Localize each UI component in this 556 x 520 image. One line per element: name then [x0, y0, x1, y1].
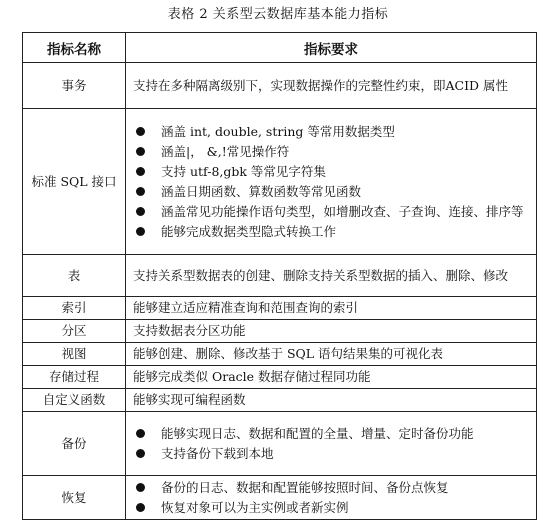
bullet-dot	[136, 227, 145, 236]
capability-table	[22, 32, 537, 520]
row-name-index: 索引	[23, 297, 126, 320]
row-req-stored-procedure: 能够完成类似 Oracle 数据存储过程同功能	[126, 366, 537, 389]
table-row	[23, 109, 537, 255]
row-req-sql-interface	[126, 109, 537, 255]
table-row	[23, 297, 537, 320]
table-row	[23, 389, 537, 412]
list-item	[133, 162, 530, 182]
table-row	[23, 476, 537, 520]
bullet-list	[133, 122, 530, 242]
list-item-text: 支持备份下载到本地	[161, 445, 274, 461]
list-item	[133, 202, 530, 222]
row-req-restore	[126, 476, 537, 520]
row-req-view: 能够创建、删除、修改基于 SQL 语句结果集的可视化表	[126, 343, 537, 366]
bullet-dot	[136, 449, 145, 458]
row-name-table: 表	[23, 255, 126, 297]
row-req-transaction: 支持在多种隔离级别下，实现数据操作的完整性约束，即ACID 属性	[126, 63, 537, 109]
row-req-backup	[126, 412, 537, 476]
list-item	[133, 424, 530, 444]
row-name-transaction: 事务	[23, 63, 126, 109]
table-row	[23, 343, 537, 366]
header-indicator-name: 指标名称	[23, 33, 126, 63]
bullet-list	[133, 424, 530, 464]
table-caption: 表格 2 关系型云数据库基本能力指标	[167, 7, 389, 22]
row-name-sql-interface: 标准 SQL 接口	[23, 109, 126, 255]
list-item-text: 涵盖日期函数、算数函数等常见函数	[161, 183, 362, 199]
table-row	[23, 366, 537, 389]
list-item	[133, 222, 530, 242]
list-item-text: 涵盖常见功能操作语句类型，如增删改查、子查询、连接、排序等	[161, 203, 524, 219]
bullet-dot	[136, 147, 145, 156]
list-item	[133, 478, 530, 498]
list-item-text: 能够完成数据类型隐式转换工作	[161, 223, 337, 239]
bullet-dot	[136, 167, 145, 176]
table-row	[23, 63, 537, 109]
table-row	[23, 255, 537, 297]
list-item-text: 涵盖|， &,!常见操作符	[161, 143, 290, 159]
row-req-index: 能够建立适应精准查询和范围查询的索引	[126, 297, 537, 320]
bullet-dot	[136, 187, 145, 196]
row-req-table: 支持关系型数据表的创建、删除支持关系型数据的插入、删除、修改	[126, 255, 537, 297]
list-item-text: 涵盖 int, double, string 等常用数据类型	[161, 123, 395, 139]
row-name-stored-procedure: 存储过程	[23, 366, 126, 389]
list-item	[133, 498, 530, 518]
bullet-dot	[136, 127, 145, 136]
table-header-row	[23, 33, 537, 63]
header-indicator-requirement: 指标要求	[126, 33, 537, 63]
list-item-text: 能够实现日志、数据和配置的全量、增量、定时备份功能	[161, 425, 474, 441]
list-item	[133, 122, 530, 142]
row-name-custom-function: 自定义函数	[23, 389, 126, 412]
row-name-backup: 备份	[23, 412, 126, 476]
row-req-custom-function: 能够实现可编程函数	[126, 389, 537, 412]
row-name-view: 视图	[23, 343, 126, 366]
row-req-partition: 支持数据表分区功能	[126, 320, 537, 343]
list-item-text: 恢复对象可以为主实例或者新实例	[161, 499, 349, 515]
list-item	[133, 444, 530, 464]
list-item	[133, 142, 530, 162]
list-item	[133, 182, 530, 202]
row-name-partition: 分区	[23, 320, 126, 343]
bullet-dot	[136, 207, 145, 216]
list-item-text: 支持 utf-8,gbk 等常见字符集	[161, 163, 326, 179]
list-item-text: 备份的日志、数据和配置能够按照时间、备份点恢复	[161, 479, 449, 495]
table-row	[23, 320, 537, 343]
table-row	[23, 412, 537, 476]
row-name-restore: 恢复	[23, 476, 126, 520]
bullet-dot	[136, 503, 145, 512]
bullet-list	[133, 478, 530, 518]
bullet-dot	[136, 483, 145, 492]
bullet-dot	[136, 429, 145, 438]
